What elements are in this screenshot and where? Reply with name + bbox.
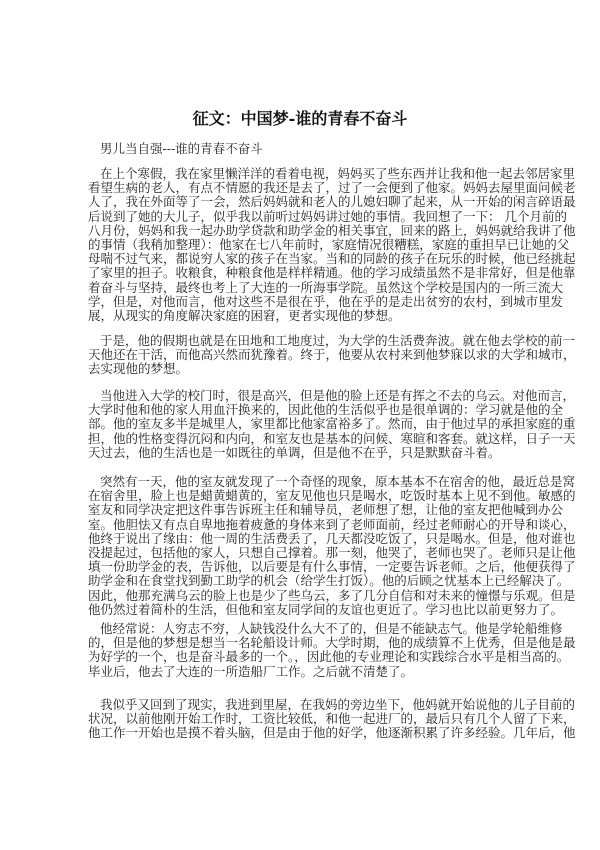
paragraph-2 [88, 333, 576, 377]
text-line: 八月份，妈妈和我一起办助学贷款和助学金的相关事宜，回来的路上，妈妈就给我讲了他 [88, 222, 576, 238]
text-line: 去实现他的梦想。 [88, 361, 189, 377]
text-line: 为好学的一个，也是奋斗最多的一个。，因此他的专业理论和实践综合水平是相当高的。 [88, 649, 570, 665]
text-line: 他仍然过着简朴的生活，但他和室友同学间的友谊也更近了。学习也比以前更努力了。 [88, 601, 564, 617]
text-line: 于是，他的假期也就是在田地和工地度过，为大学的生活费奔波。就在他去学校的前一 [100, 333, 576, 348]
paragraph-1 [88, 166, 576, 324]
text-line: 没提起过，包括他的家人，只想自己撑着。那一刻，他哭了，老师也哭了。老师只是让他 [88, 545, 576, 561]
text-line: 天他还在干活，而他高兴然而犹豫着。终于，他要从农村来到他梦寐以求的大学和城市， [88, 347, 576, 363]
text-line: 的，但是他的梦想是想当一名轮船设计师。大学时期，他的成绩算不上优秀，但是他是最 [88, 635, 576, 651]
text-line: 室友和同学决定把这件事告诉班主任和辅导员，老师想了想，让他的室友把他喊到办公 [88, 502, 564, 518]
text-line: 他经常说：人穷志不穷，人缺钱没什么大不了的，但是不能缺志气。他是学轮船维修 [100, 621, 563, 636]
text-line: 状况，以前他刚开始工作时，工资比较低，和他一起进厂的，最后只有几个人留了下来， [88, 711, 576, 727]
text-line: 他工作一开始也是摸不着头脑，但是由于他的好学，他逐渐积累了许多经验。几年后，他 [88, 725, 576, 741]
document-subtitle: 男儿当自强---谁的青春不奋斗 [100, 141, 263, 156]
text-line: 在上个寒假，我在家里懒洋洋的看着电视，妈妈买了些东西并让我和他一起去邻居家里 [100, 166, 576, 181]
paragraph-6 [88, 697, 576, 741]
text-line: 后说到了她的大儿子，似乎我以前听过妈妈讲过她的事情。我回想了一下： 几个月前的 [88, 208, 567, 224]
text-line: 学，但是，对他而言，他对这些不是很在乎，他在乎的是走出贫穷的农村，到城市里发 [88, 293, 564, 309]
text-line: 天过去，他的生活也是一如既往的单调，但是他不在乎，只是默默奋斗着。 [88, 444, 501, 460]
text-line: 看望生病的老人，有点不情愿的我还是去了，过了一会便到了他家。妈妈去屋里面问候老 [88, 180, 576, 196]
text-line: 的事情（我稍加整理）：他家在七八年前时，家庭情况很糟糕，家庭的重担早已让她的父 [88, 237, 570, 253]
text-line: 助学金和在食堂找到勤工助学的机会（给学生打饭）。他的后顾之忧基本上已经解决了。 [88, 573, 570, 589]
text-line: 了家里的担子。收粮食，种粮食他是样样精通。他的学习成绩虽然不是非常好，但是他靠 [88, 265, 576, 281]
text-line: 填一份助学金的表，告诉他，以后要是有什么事情，一定要告诉老师。之后，他便获得了 [88, 559, 576, 575]
text-line: 部。他的室友多半是城里人，家里都比他家富裕多了。然而，由于他过早的承担家庭的重 [88, 416, 576, 432]
text-line: 大学时他和他的家人用血汗换来的，因此他的生活似乎也是很单调的：学习就是他的全 [88, 402, 564, 418]
text-line: 着奋斗与坚持，最终也考上了大连的一所海事学院。虽然这个学校是国内的一所三流大 [88, 279, 564, 295]
text-line: 他终于说出了缘由：他一周的生活费丢了，几天都没吃饭了，只是喝水。但是，他对谁也 [88, 530, 576, 546]
text-line: 室。他胆怯又有点自卑地拖着疲惫的身体来到了老师面前，经过老师耐心的开导和谈心， [88, 516, 576, 532]
text-line: 展，从现实的角度解决家庭的困窘，更者实现他的梦想。 [88, 308, 401, 324]
text-line: 毕业后，他去了大连的一所造船厂工作。之后就不清楚了。 [88, 663, 414, 679]
text-line: 在宿舍里，脸上也是蜡黄蜡黄的，室友见他也只是喝水，吃饭时基本上见不到他。敏感的 [88, 488, 576, 504]
document-title: 征文：中国梦-谁的青春不奋斗 [192, 109, 408, 128]
paragraph-3 [88, 388, 576, 460]
text-line: 突然有一天，他的室友就发现了一个奇怪的现象，原本基本不在宿舍的他，最近总是窝 [100, 474, 576, 489]
paragraph-4 [88, 474, 576, 617]
paragraph-5 [88, 621, 576, 679]
text-line: 母喘不过气来，都说穷人家的孩子在当家。当和的同龄的孩子在玩乐的时候，他已经挑起 [88, 251, 576, 267]
text-line: 我似乎又回到了现实，我进到里屋，在我妈的旁边坐下，他妈就开始说他的儿子目前的 [100, 697, 576, 712]
text-line: 因此，他那充满乌云的脸上也是少了些乌云，多了几分自信和对未来的憧憬与乐观。但是 [88, 587, 576, 603]
text-line: 人了，我在外面等了一会，然后妈妈就和老人的儿媳妇聊了起来，从一开始的闲言碎语最 [88, 194, 576, 210]
text-line: 担，他的性格变得沉闷和内向，和室友也是基本的问候、寒暄和客套。就这样，日子一天 [88, 430, 576, 446]
text-line: 当他进入大学的校门时，很是高兴，但是他的脸上还是有挥之不去的乌云。对他而言， [100, 388, 576, 403]
